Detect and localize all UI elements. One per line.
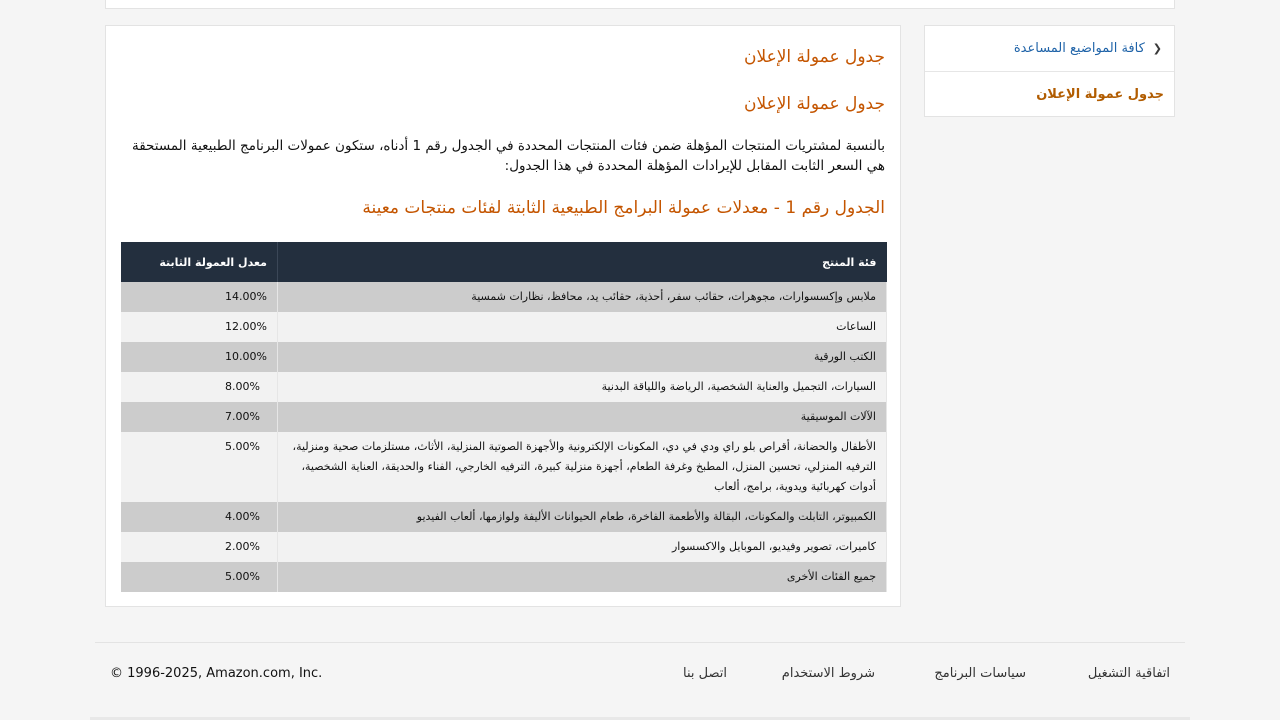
row-category: الساعات [277,312,886,342]
row-rate: 4.00% [121,502,277,532]
header-category: فئة المنتج [277,242,886,282]
row-rate: 2.00% [121,532,277,562]
table-title: الجدول رقم 1 - معدلات عمولة البرامج الطبيعية الثابتة لفئات منتجات معينة [362,198,885,218]
footer-link-operating-agreement[interactable]: اتفاقية التشغيل [1087,666,1170,681]
footer-link-conditions-of-use[interactable]: شروط الاستخدام [781,666,875,681]
table-row [121,532,887,562]
table-row [121,402,887,432]
footer-divider [95,642,1185,643]
all-help-topics-label: كافة المواضيع المساعدة [1013,41,1145,56]
page-subtitle: جدول عمولة الإعلان [743,94,885,114]
page-title: جدول عمولة الإعلان [743,47,885,67]
row-rate: 12.00% [121,312,277,342]
sidebar-current-topic: جدول عمولة الإعلان [925,71,1174,116]
row-rate: 5.00% [121,562,277,592]
row-category: الآلات الموسيقية [277,402,886,432]
chevron-left-icon: ❮ [1152,42,1162,55]
all-help-topics-link[interactable] [925,26,1174,71]
footer-link-program-policies[interactable]: سياسات البرنامج [934,666,1026,681]
row-category: الكمبيوتر، التابلت والمكونات، البقالة والأطعمة الفاخرة، طعام الحيوانات الأليفة ولوازمها، ألعاب الفيديو [277,502,886,532]
row-category: الكتب الورقية [277,342,886,372]
main-content [105,25,901,607]
table-header-row [121,242,887,282]
top-panel-edge [105,0,1175,9]
table-row [121,312,887,342]
table-row [121,342,887,372]
commission-table [121,242,887,592]
intro-paragraph: بالنسبة لمشتريات المنتجات المؤهلة ضمن فئات المنتجات المحددة في الجدول رقم 1 أدناه، ستكون عمولات البرنامج الطبيعية المستحقة هي السعر الثابت المقابل للإيرادات المؤهلة المحددة في هذا الجدول: [131,138,885,174]
row-category: السيارات، التجميل والعناية الشخصية، الرياضة واللياقة البدنية [277,372,886,402]
row-rate: 5.00% [121,432,277,502]
header-rate: معدل العمولة الثابتة [121,242,277,282]
row-category: جميع الفئات الأخرى [277,562,886,592]
row-rate: 7.00% [121,402,277,432]
row-rate: 8.00% [121,372,277,402]
table-row [121,282,887,312]
row-rate: 14.00% [121,282,277,312]
row-rate: 10.00% [121,342,277,372]
row-category: الأطفال والحضانة، أقراص بلو راي ودي في دي، المكونات الإلكترونية والأجهزة الصوتية المنزلية، الأثاث، مستلزمات صحية ومنزلية، الترفيه المنزلي، تحسين المنزل، المطبخ وغرفة الطعام، أجهزة منزلية كبيرة، الترفيه الخارجي، الفناء والحديقة، العناية الشخصية، أدوات كهربائية ويدوية، برامج، ألعاب [277,432,886,502]
row-category: كاميرات، تصوير وفيديو، الموبايل والاكسسوار [277,532,886,562]
table-row [121,372,887,402]
table-row [121,502,887,532]
footer-link-contact-us[interactable]: اتصل بنا [683,666,727,681]
row-category: ملابس وإكسسوارات، مجوهرات، حقائب سفر، أحذية، حقائب يد، محافظ، نظارات شمسية [277,282,886,312]
table-row [121,432,887,502]
copyright-notice: © 1996-2025, Amazon.com, Inc. [110,666,323,681]
help-sidebar [924,25,1175,117]
page-footer [0,666,1280,688]
table-row [121,562,887,592]
